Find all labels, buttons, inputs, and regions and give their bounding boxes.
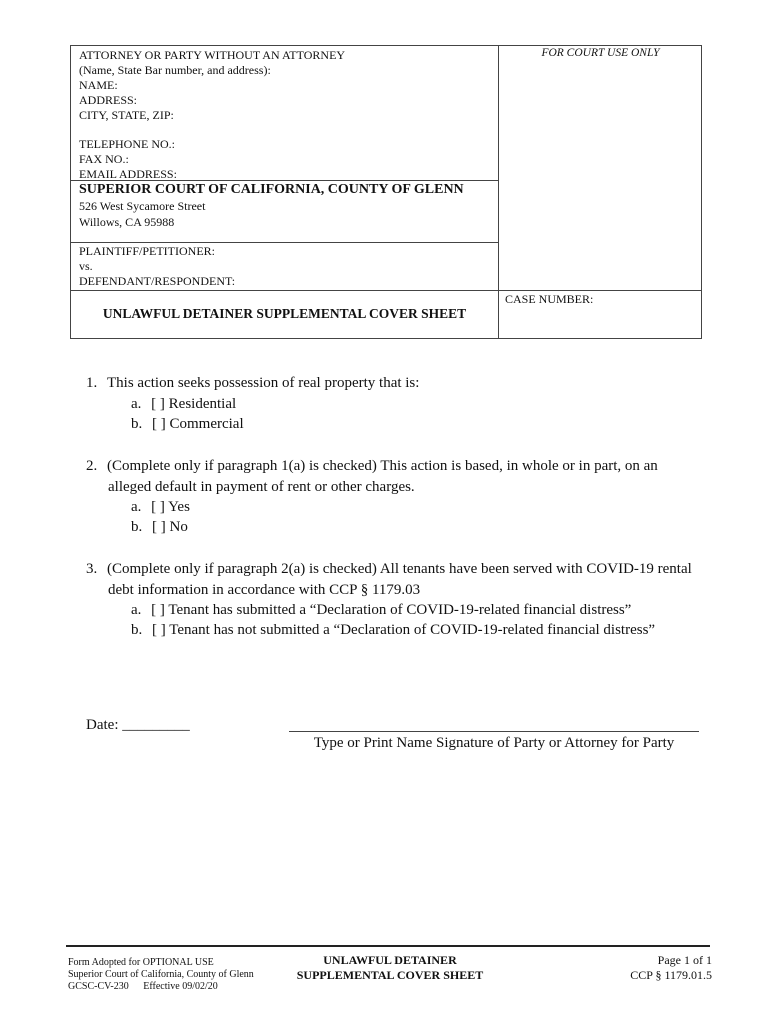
defendant-field-label[interactable]: DEFENDANT/RESPONDENT: xyxy=(79,274,236,288)
footer-form-code-line xyxy=(68,981,254,993)
option-letter: b. xyxy=(131,622,143,638)
item-3-text-continued: debt information in accordance with CCP § 1179.03 xyxy=(108,582,421,598)
commercial-checkbox[interactable]: [ ] Commercial xyxy=(152,416,244,432)
court-use-only-label: FOR COURT USE ONLY xyxy=(541,47,660,59)
address-field-label[interactable]: ADDRESS: xyxy=(79,93,138,107)
footer-center xyxy=(270,953,510,983)
footer-title-line1: UNLAWFUL DETAINER xyxy=(323,953,457,967)
tenant-submitted-checkbox[interactable]: [ ] Tenant has submitted a “Declaration of COVID-19-related financial distress” xyxy=(151,602,632,618)
option-letter: a. xyxy=(131,602,142,618)
item-number: 2. xyxy=(86,458,98,474)
item-3 xyxy=(86,559,692,580)
court-name: SUPERIOR COURT OF CALIFORNIA, COUNTY OF GLENN xyxy=(79,182,464,197)
signature-caption: Type or Print Name Signature of Party or Attorney for Party xyxy=(313,735,675,751)
versus-label: vs. xyxy=(79,259,93,273)
case-number-field-label[interactable]: CASE NUMBER: xyxy=(505,292,594,306)
form-title: UNLAWFUL DETAINER SUPPLEMENTAL COVER SHEET xyxy=(102,306,467,321)
item-2 xyxy=(86,456,658,477)
item-2-option-b[interactable] xyxy=(131,517,188,538)
footer-right xyxy=(560,953,712,983)
footer-title-line2: SUPPLEMENTAL COVER SHEET xyxy=(296,968,484,982)
telephone-field-label[interactable]: TELEPHONE NO.: xyxy=(79,137,175,151)
page-number: Page 1 of 1 xyxy=(657,953,712,967)
item-number: 3. xyxy=(86,561,98,577)
item-1 xyxy=(86,373,419,394)
plaintiff-field-label[interactable]: PLAINTIFF/PETITIONER: xyxy=(79,244,215,258)
tenant-not-submitted-checkbox[interactable]: [ ] Tenant has not submitted a “Declaration of COVID-19-related financial distress” xyxy=(152,622,656,638)
parties-block xyxy=(79,244,235,289)
no-checkbox[interactable]: [ ] No xyxy=(152,519,188,535)
attorney-info-block xyxy=(79,48,494,182)
box-vertical-divider xyxy=(498,45,499,339)
footer-effective: Effective 09/02/20 xyxy=(143,981,218,992)
item-3-option-a[interactable] xyxy=(131,600,631,621)
email-field-label[interactable]: EMAIL ADDRESS: xyxy=(79,167,177,181)
box-left-border xyxy=(70,45,71,339)
attorney-label-line: ATTORNEY OR PARTY WITHOUT AN ATTORNEY xyxy=(79,48,346,62)
box-bottom-border xyxy=(70,338,702,339)
option-letter: b. xyxy=(131,416,143,432)
signature-line[interactable] xyxy=(289,731,699,732)
divider-parties-title xyxy=(70,290,702,291)
footer-court: Superior Court of California, County of Glenn xyxy=(68,969,254,980)
item-2-option-a[interactable] xyxy=(131,497,190,518)
court-city: Willows, CA 95988 xyxy=(79,215,175,229)
name-field-label[interactable]: NAME: xyxy=(79,78,118,92)
city-state-zip-field-label[interactable]: CITY, STATE, ZIP: xyxy=(79,108,174,122)
residential-checkbox[interactable]: [ ] Residential xyxy=(151,396,237,412)
court-street: 526 West Sycamore Street xyxy=(79,199,206,213)
fax-field-label[interactable]: FAX NO.: xyxy=(79,152,129,166)
footer-adopted: Form Adopted for OPTIONAL USE xyxy=(68,957,214,968)
item-2-text-continued: alleged default in payment of rent or other charges. xyxy=(108,479,415,495)
option-letter: b. xyxy=(131,519,143,535)
date-field[interactable]: Date: _________ xyxy=(86,717,190,733)
option-letter: a. xyxy=(131,396,142,412)
box-top-border xyxy=(70,45,702,46)
footer-left xyxy=(68,957,254,993)
yes-checkbox[interactable]: [ ] Yes xyxy=(151,499,190,515)
divider-court-parties xyxy=(70,242,499,243)
item-3-option-b[interactable] xyxy=(131,620,655,641)
option-letter: a. xyxy=(131,499,142,515)
item-1-option-a[interactable] xyxy=(131,394,236,415)
item-text: (Complete only if paragraph 1(a) is checked) This action is based, in whole or in part, on an xyxy=(107,458,658,474)
item-number: 1. xyxy=(86,375,98,391)
item-1-option-b[interactable] xyxy=(131,414,244,435)
footer-statute: CCP § 1179.01.5 xyxy=(630,968,712,982)
item-text: This action seeks possession of real property that is: xyxy=(107,375,420,391)
footer-form-code: GCSC-CV-230 xyxy=(68,981,129,992)
attorney-label-line: (Name, State Bar number, and address): xyxy=(79,63,271,77)
item-text: (Complete only if paragraph 2(a) is checked) All tenants have been served with COVID-19 rental xyxy=(107,561,692,577)
box-right-border xyxy=(701,45,702,339)
footer-rule xyxy=(66,945,710,947)
